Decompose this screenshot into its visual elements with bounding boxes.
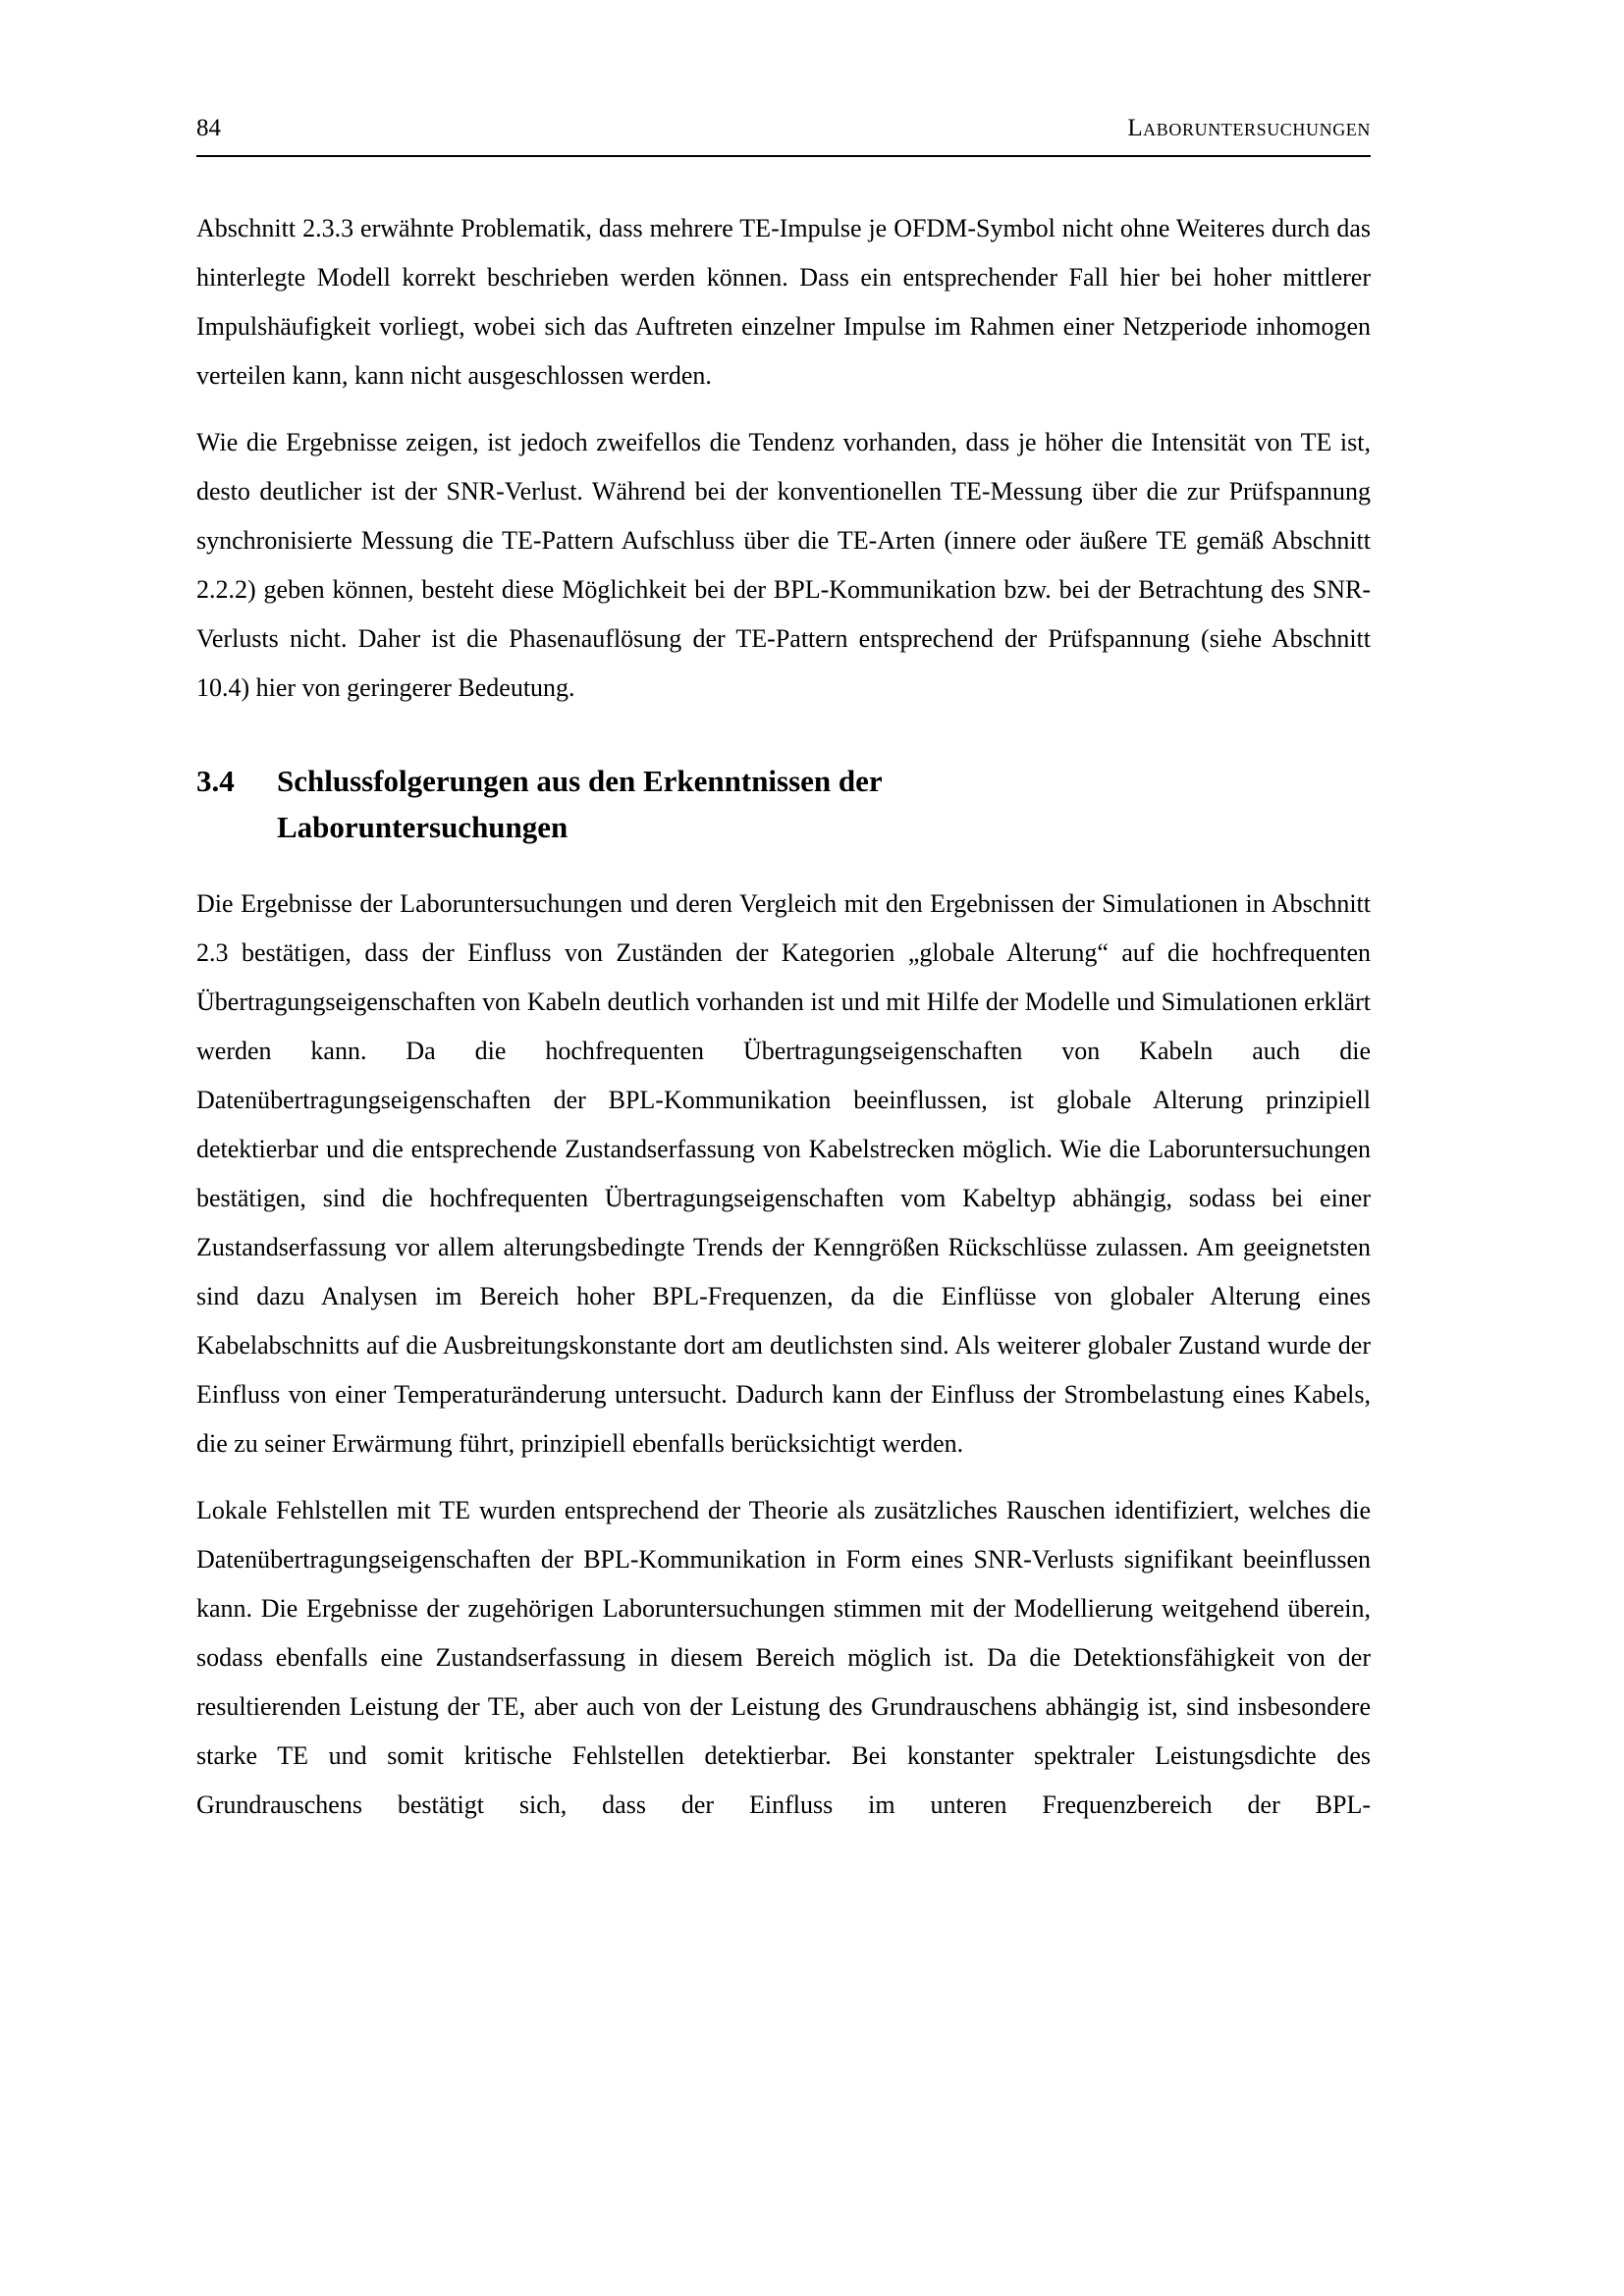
section-title-line-2: Laboruntersuchungen — [277, 810, 568, 844]
running-head: Laboruntersuchungen — [1127, 115, 1371, 141]
section-heading — [196, 758, 1371, 850]
section-title-line-1: Schlussfolgerungen aus den Erkenntnissen der — [277, 764, 883, 798]
page-number: 84 — [196, 115, 221, 141]
paragraph: Abschnitt 2.3.3 erwähnte Problematik, dass mehrere TE-Impulse je OFDM-Symbol nicht ohne Weiteres durch das hinterlegte Modell korrekt beschrieben werden können. Dass ein entsprechender Fall hier bei hoher mittlerer Impulshäufigkeit vorliegt, wobei sich das Auftreten einzelner Impulse im Rahmen einer Netzperiode inhomogen verteilen kann, kann nicht ausgeschlossen werden. — [196, 214, 1371, 390]
page-content — [196, 114, 1371, 1847]
paragraph: Lokale Fehlstellen mit TE wurden entsprechend der Theorie als zusätzliches Rauschen identifiziert, welches die Datenübertragungseigenschaften der BPL-Kommunikation in Form eines SNR-Verlusts signifikant beeinflussen kann. Die Ergebnisse der zugehörigen Laboruntersuchungen stimmen mit der Modellierung weitgehend überein, sodass ebenfalls eine Zustandserfassung in diesem Bereich möglich ist. Da die Detektionsfähigkeit von der resultierenden Leistung der TE, aber auch von der Leistung des Grundrauschens abhängig ist, sind insbesondere starke TE und somit kritische Fehlstellen detektierbar. Bei konstanter spektraler Leistungsdichte des Grundrauschens bestätigt sich, dass der Einfluss im unteren Frequenzbereich der BPL- — [196, 1496, 1371, 1819]
section-title — [277, 758, 1371, 850]
paragraph: Wie die Ergebnisse zeigen, ist jedoch zweifellos die Tendenz vorhanden, dass je höher die Intensität von TE ist, desto deutlicher ist der SNR-Verlust. Während bei der konventionellen TE-Messung über die zur Prüfspannung synchronisierte Messung die TE-Pattern Aufschluss über die TE-Arten (innere oder äußere TE gemäß Abschnitt 2.2.2) geben können, besteht diese Möglichkeit bei der BPL-Kommunikation bzw. bei der Betrachtung des SNR-Verlusts nicht. Daher ist die Phasenauflösung der TE-Pattern entsprechend der Prüfspannung (siehe Abschnitt 10.4) hier von geringerer Bedeutung. — [196, 428, 1371, 702]
header-divider — [196, 155, 1371, 157]
page-body — [196, 204, 1371, 1830]
paragraph: Die Ergebnisse der Laboruntersuchungen und deren Vergleich mit den Ergebnissen der Simulationen in Abschnitt 2.3 bestätigen, dass der Einfluss von Zuständen der Kategorien „globale Alterung“ auf die hochfrequenten Übertragungseigenschaften von Kabeln deutlich vorhanden ist und mit Hilfe der Modelle und Simulationen erklärt werden kann. Da die hochfrequenten Übertragungseigenschaften von Kabeln auch die Datenübertragungseigenschaften der BPL-Kommunikation beeinflussen, ist globale Alterung prinzipiell detektierbar und die entsprechende Zustandserfassung von Kabelstrecken möglich. Wie die Laboruntersuchungen bestätigen, sind die hochfrequenten Übertragungseigenschaften vom Kabeltyp abhängig, sodass bei einer Zustandserfassung vor allem alterungsbedingte Trends der Kenngrößen Rückschlüsse zulassen. Am geeignetsten sind dazu Analysen im Bereich hoher BPL-Frequenzen, da die Einflüsse von globaler Alterung eines Kabelabschnitts auf die Ausbreitungskonstante dort am deutlichsten sind. Als weiterer globaler Zustand wurde der Einfluss von einer Temperaturänderung untersucht. Dadurch kann der Einfluss der Strombelastung eines Kabels, die zu seiner Erwärmung führt, prinzipiell ebenfalls berücksichtigt werden. — [196, 889, 1371, 1458]
page-header — [196, 114, 1371, 143]
section-number: 3.4 — [196, 764, 235, 798]
